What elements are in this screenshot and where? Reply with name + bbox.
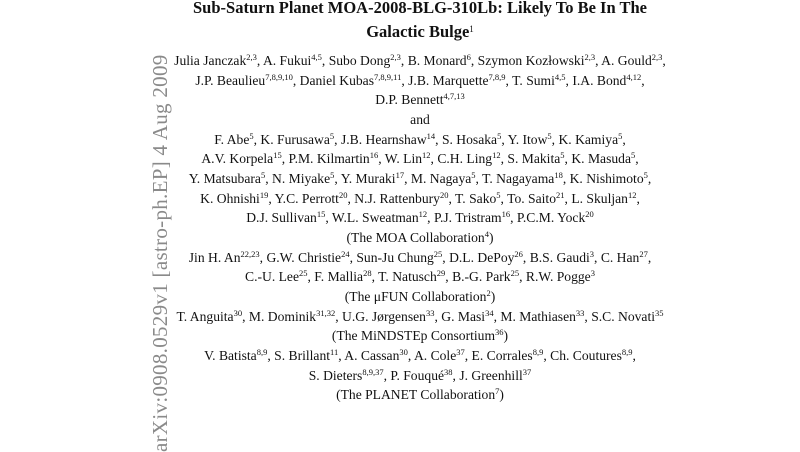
author-name: F. Mallia <box>314 269 364 285</box>
affiliation-number: 5 <box>643 169 648 180</box>
author-name: P.J. Tristram <box>433 210 502 226</box>
affiliation-number: 5 <box>547 130 552 141</box>
author <box>329 53 401 68</box>
author <box>571 151 635 166</box>
affiliation-number: 7,8,9,11 <box>374 71 402 82</box>
author-name: A. Cole <box>413 347 457 363</box>
affiliation-number: 33 <box>575 307 585 318</box>
author <box>195 73 292 88</box>
author-name: Sun-Ju Chung <box>356 249 434 265</box>
author-name: P. Fouqué <box>390 367 445 383</box>
author <box>517 210 594 225</box>
author <box>263 53 322 68</box>
author-name: B.S. Gaudi <box>529 249 590 265</box>
author <box>507 191 564 206</box>
affiliation-number: 12 <box>422 150 431 161</box>
author-name: J. Greenhill <box>459 367 523 383</box>
affiliation-number: 24 <box>341 248 350 259</box>
affiliation-number: 5 <box>630 150 636 161</box>
author <box>550 348 632 363</box>
author-name: Subo Dong <box>328 53 391 68</box>
collaboration-label: (The MOA Collaboration$^4$) <box>346 228 494 245</box>
author <box>344 348 408 363</box>
affiliation-number: 18 <box>554 169 563 180</box>
author <box>452 269 519 284</box>
author-name: S.C. Novati <box>591 308 656 324</box>
author <box>342 309 434 324</box>
affiliation-number: 5 <box>618 130 623 141</box>
author-name: A.V. Korpela <box>201 151 274 167</box>
author-name: D.P. Bennett <box>375 92 444 108</box>
author <box>246 210 325 225</box>
author <box>309 368 384 383</box>
author <box>200 191 268 206</box>
affiliation-number: 25 <box>433 248 443 259</box>
author-name: Y. Muraki <box>340 170 396 186</box>
author-name: Jin H. An <box>188 249 241 265</box>
author-name: T. Natusch <box>378 269 437 285</box>
author <box>526 269 595 284</box>
author-name: G.W. Christie <box>266 249 342 265</box>
author <box>356 250 442 265</box>
affiliation-number: 33 <box>425 307 435 318</box>
author-name: Y. Matsubara <box>188 170 261 186</box>
author <box>601 53 662 68</box>
author-name: F. Abe <box>214 131 250 147</box>
affiliation-number: 7,8,9 <box>488 71 506 82</box>
author <box>176 309 242 324</box>
author-name: G. Masi <box>441 308 486 324</box>
author <box>274 348 338 363</box>
affiliation-number: 20 <box>585 209 594 220</box>
affiliation-number: 25 <box>299 268 308 279</box>
affiliation-number: 37 <box>456 346 465 357</box>
author <box>341 171 404 186</box>
author-name: P.M. Kilmartin <box>288 151 370 167</box>
affiliation-number: 5 <box>329 130 335 141</box>
author-name: J.B. Hearnshaw <box>340 131 427 147</box>
title-line-1: Sub-Saturn Planet MOA-2008-BLG-310Lb: Likely To Be In The <box>193 0 647 17</box>
affiliation-number: 27 <box>639 248 648 259</box>
author-name: D.J. Sullivan <box>246 210 317 226</box>
title-text: Galactic Bulge <box>366 22 470 41</box>
author <box>272 171 334 186</box>
affiliation-number: 30 <box>399 346 408 357</box>
author <box>266 250 349 265</box>
author-name: A. Fukui <box>262 53 312 68</box>
author-name: B.-G. Park <box>452 269 511 285</box>
line-text: (The MiNDSTEp Consortium <box>331 328 496 344</box>
affiliation-number: 12 <box>627 189 637 200</box>
author-name: J.B. Marquette <box>408 72 489 88</box>
author <box>189 171 266 186</box>
author <box>408 73 505 88</box>
author-line: T. Anguita$^{30}$, M. Dominik$^{31,32}$, U.G. Jørgensen$^{33}$, G. Masi$^{34}$, M. Mathiasen$^{33}$, S.C. Novati$^{35}$ <box>176 307 664 324</box>
affiliation-number: 7 <box>495 386 500 397</box>
author-name: D.L. DePoy <box>449 249 515 265</box>
author-name: Julia Janczak <box>174 53 247 68</box>
title-footnote: 1 <box>469 24 474 34</box>
affiliation-number: 2,3 <box>246 52 257 62</box>
author <box>214 132 253 147</box>
author-line: F. Abe$^5$, K. Furusawa$^5$, J.B. Hearnshaw$^{14}$, S. Hosaka$^5$, Y. Itow$^5$, K. Kamiya$^5$, <box>214 130 626 147</box>
affiliation-number: 8,9 <box>256 346 268 357</box>
affiliation-number: 37 <box>522 366 532 377</box>
author-name: S. Hosaka <box>441 131 498 147</box>
affiliation-number: 5 <box>249 130 254 141</box>
author-name: Daniel Kubas <box>299 72 375 88</box>
affiliation-number: 36 <box>495 327 504 338</box>
author-list <box>140 51 700 405</box>
author-line: J.P. Beaulieu$^{7,8,9,10}$, Daniel Kubas$^{7,8,9,11}$, J.B. Marquette$^{7,8,9}$, T. Sumi$^{4,5}$, I.A. Bond$^{4,12}$, <box>195 71 645 88</box>
author-line: Julia Janczak$^{2,3}$, A. Fukui$^{4,5}$, Subo Dong$^{2,3}$, B. Monard$^6$, Szymon Kozłowski$^{2,3}$, A. Gould$^{2,3}$, <box>174 52 666 68</box>
affiliation-number: 11 <box>330 346 339 357</box>
author-name: A. Gould <box>601 53 652 68</box>
author-line: Y. Matsubara$^5$, N. Miyake$^5$, Y. Muraki$^{17}$, M. Nagaya$^5$, T. Nagayama$^{18}$, K. Nishimoto$^5$, <box>188 169 652 186</box>
author-line: Jin H. An$^{22,23}$, G.W. Christie$^{24}$, Sun-Ju Chung$^{25}$, D.L. DePoy$^{26}$, B.S. Gaudi$^3$, C. Han$^{27}$, <box>188 248 652 265</box>
author <box>201 151 281 166</box>
author <box>411 171 476 186</box>
author-name: K. Kamiya <box>558 131 619 147</box>
author <box>472 348 544 363</box>
line-text: (The PLANET Collaboration <box>336 387 496 403</box>
author-name: S. Dieters <box>308 367 363 383</box>
author <box>300 73 402 88</box>
paper-title <box>140 0 700 44</box>
author-name: J.P. Beaulieu <box>195 72 266 88</box>
author <box>572 73 641 88</box>
author <box>378 269 445 284</box>
author-name: T. Sako <box>455 190 497 206</box>
affiliation-number: 15 <box>316 209 326 220</box>
author-name: K. Furusawa <box>260 131 330 147</box>
line-text: (The μFUN Collaboration <box>344 288 487 304</box>
author-name: To. Saito <box>507 190 557 206</box>
author-name: T. Nagayama <box>482 170 555 186</box>
author-name: M. Nagaya <box>410 170 472 186</box>
author-name: W. Lin <box>384 151 423 167</box>
affiliation-number: 4,5 <box>311 52 322 62</box>
author <box>571 191 636 206</box>
author-name: K. Masuda <box>571 151 631 167</box>
affiliation-number: 4,7,13 <box>443 91 465 102</box>
affiliation-number: 4,12 <box>626 71 642 82</box>
affiliation-number: 30 <box>233 307 243 318</box>
affiliation-number: 19 <box>259 189 269 200</box>
author-name: A. Cassan <box>344 347 400 363</box>
affiliation-number: 34 <box>485 307 494 318</box>
author-name: N. Miyake <box>272 170 331 186</box>
author <box>558 132 622 147</box>
affiliation-number: 8,9,37 <box>362 366 384 377</box>
author-name: M. Mathiasen <box>500 308 576 324</box>
affiliation-number: 5 <box>496 189 501 200</box>
affiliation-number: 26 <box>514 248 523 259</box>
author-line: S. Dieters$^{8,9,37}$, P. Fouqué$^{38}$, J. Greenhill$^{37}$ <box>308 366 532 383</box>
author <box>530 250 594 265</box>
affiliation-number: 16 <box>501 209 511 220</box>
affiliation-number: 5 <box>260 169 266 180</box>
affiliation-number: 38 <box>444 366 453 377</box>
author-name: Y.C. Perrott <box>274 190 339 206</box>
affiliation-number: 16 <box>369 150 379 161</box>
author <box>591 309 663 324</box>
collaboration-label: (The μFUN Collaboration$^2$) <box>344 287 496 304</box>
author <box>341 132 435 147</box>
affiliation-number: 5 <box>330 169 335 180</box>
author <box>508 132 552 147</box>
author <box>408 53 471 68</box>
author-name: W.L. Sweatman <box>331 210 419 226</box>
author-line: K. Ohnishi$^{19}$, Y.C. Perrott$^{20}$, N.J. Rattenbury$^{20}$, T. Sako$^5$, To. Saito$^{21}$, L. Skuljan$^{12}$, <box>200 189 640 206</box>
affiliation-number: 21 <box>556 189 565 200</box>
affiliation-number: 5 <box>497 130 502 141</box>
author <box>204 348 267 363</box>
author <box>441 309 493 324</box>
affiliation-number: 20 <box>439 189 449 200</box>
author-line: D.J. Sullivan$^{15}$, W.L. Sweatman$^{12}$, P.J. Tristram$^{16}$, P.C.M. Yock$^{20}$ <box>246 209 594 226</box>
author-name: S. Brillant <box>274 347 331 363</box>
conjunction <box>140 110 700 130</box>
affiliation-number: 14 <box>426 130 436 141</box>
author-line: A.V. Korpela$^{15}$, P.M. Kilmartin$^{16}$, W. Lin$^{12}$, C.H. Ling$^{12}$, S. Makita$^5$, K. Masuda$^5$, <box>201 150 639 167</box>
author-name: K. Nishimoto <box>569 170 644 186</box>
author <box>249 309 335 324</box>
author <box>512 73 565 88</box>
paper-header <box>140 0 700 405</box>
author <box>442 132 501 147</box>
author <box>174 53 257 68</box>
author-name: C.H. Ling <box>437 151 493 167</box>
author <box>459 368 531 383</box>
author-name: S. Makita <box>507 151 561 167</box>
author <box>414 348 465 363</box>
author-name: Ch. Coutures <box>550 347 622 363</box>
title-line-2 <box>140 20 700 44</box>
author <box>354 191 448 206</box>
author-name: U.G. Jørgensen <box>342 308 426 324</box>
author <box>260 132 334 147</box>
affiliation-number: 31,32 <box>316 307 336 318</box>
author <box>332 210 427 225</box>
affiliation-number: 12 <box>492 150 501 161</box>
author-name: C.-U. Lee <box>245 269 299 285</box>
author <box>437 151 500 166</box>
affiliation-number: 17 <box>395 169 405 180</box>
author <box>434 210 510 225</box>
affiliation-number: 2,3 <box>651 52 663 62</box>
affiliation-number: 4 <box>484 228 489 239</box>
author <box>385 151 431 166</box>
author-name: E. Corrales <box>471 347 533 363</box>
affiliation-number: 29 <box>436 268 446 279</box>
affiliation-number: 2 <box>486 287 491 298</box>
author-name: C. Han <box>600 249 640 265</box>
affiliation-number: 22,23 <box>240 248 260 259</box>
affiliation-number: 3 <box>589 248 595 259</box>
author <box>570 171 648 186</box>
author <box>449 250 523 265</box>
author-name: N.J. Rattenbury <box>354 190 440 206</box>
affiliation-number: 7,8,9,10 <box>265 71 293 82</box>
affiliation-number: 15 <box>273 150 282 161</box>
author-name: T. Anguita <box>176 308 234 324</box>
author-name: I.A. Bond <box>572 72 627 88</box>
author <box>189 250 260 265</box>
line-text: and <box>410 111 430 127</box>
author-name: R.W. Pogge <box>525 269 591 285</box>
affiliation-number: 25 <box>510 268 520 279</box>
affiliation-number: 5 <box>471 169 476 180</box>
affiliation-number: 5 <box>560 150 565 161</box>
affiliation-number: 12 <box>418 209 428 220</box>
author-name: T. Sumi <box>512 72 555 88</box>
author-line: C.-U. Lee$^{25}$, F. Mallia$^{28}$, T. Natusch$^{29}$, B.-G. Park$^{25}$, R.W. Pogge$^3$ <box>245 268 595 285</box>
affiliation-number: 8,9 <box>532 346 544 357</box>
author-line <box>140 90 700 110</box>
author-name: V. Batista <box>204 347 257 363</box>
author-name: P.C.M. Yock <box>516 210 586 226</box>
author <box>375 92 465 107</box>
author <box>455 191 501 206</box>
affiliation-number: 35 <box>655 307 664 318</box>
author-name: Szymon Kozłowski <box>477 53 585 68</box>
affiliation-number: 2,3 <box>584 52 596 62</box>
author <box>314 269 371 284</box>
affiliation-number: 28 <box>363 268 372 279</box>
author <box>245 269 307 284</box>
affiliation-number: 8,9 <box>621 346 633 357</box>
collaboration-label: (The PLANET Collaboration$^7$) <box>336 386 504 403</box>
author <box>390 368 452 383</box>
author-name: K. Ohnishi <box>200 190 260 206</box>
author <box>507 151 564 166</box>
author <box>289 151 379 166</box>
author <box>601 250 648 265</box>
collaboration-label: (The MiNDSTEp Consortium$^{36}$) <box>331 327 509 344</box>
line-text: (The MOA Collaboration <box>346 229 485 245</box>
author-line: V. Batista$^{8,9}$, S. Brillant$^{11}$, A. Cassan$^{30}$, A. Cole$^{37}$, E. Corrales$^{8,9}$, Ch. Coutures$^{8,9}$, <box>204 346 636 363</box>
author-name: L. Skuljan <box>571 190 628 206</box>
author <box>500 309 584 324</box>
affiliation-number: 6 <box>466 52 471 62</box>
affiliation-number: 20 <box>338 189 348 200</box>
author-name: Y. Itow <box>507 131 548 147</box>
author <box>275 191 348 206</box>
author <box>478 53 595 68</box>
affiliation-number: 3 <box>590 268 595 279</box>
affiliation-number: 4,5 <box>554 71 566 82</box>
author-name: B. Monard <box>407 53 467 68</box>
arxiv-stamp: arXiv:0908.0529v1 [astro-ph.EP] 4 Aug 2009 <box>148 54 172 452</box>
affiliation-number: 2,3 <box>390 52 401 62</box>
author <box>482 171 563 186</box>
author-name: M. Dominik <box>248 308 317 324</box>
